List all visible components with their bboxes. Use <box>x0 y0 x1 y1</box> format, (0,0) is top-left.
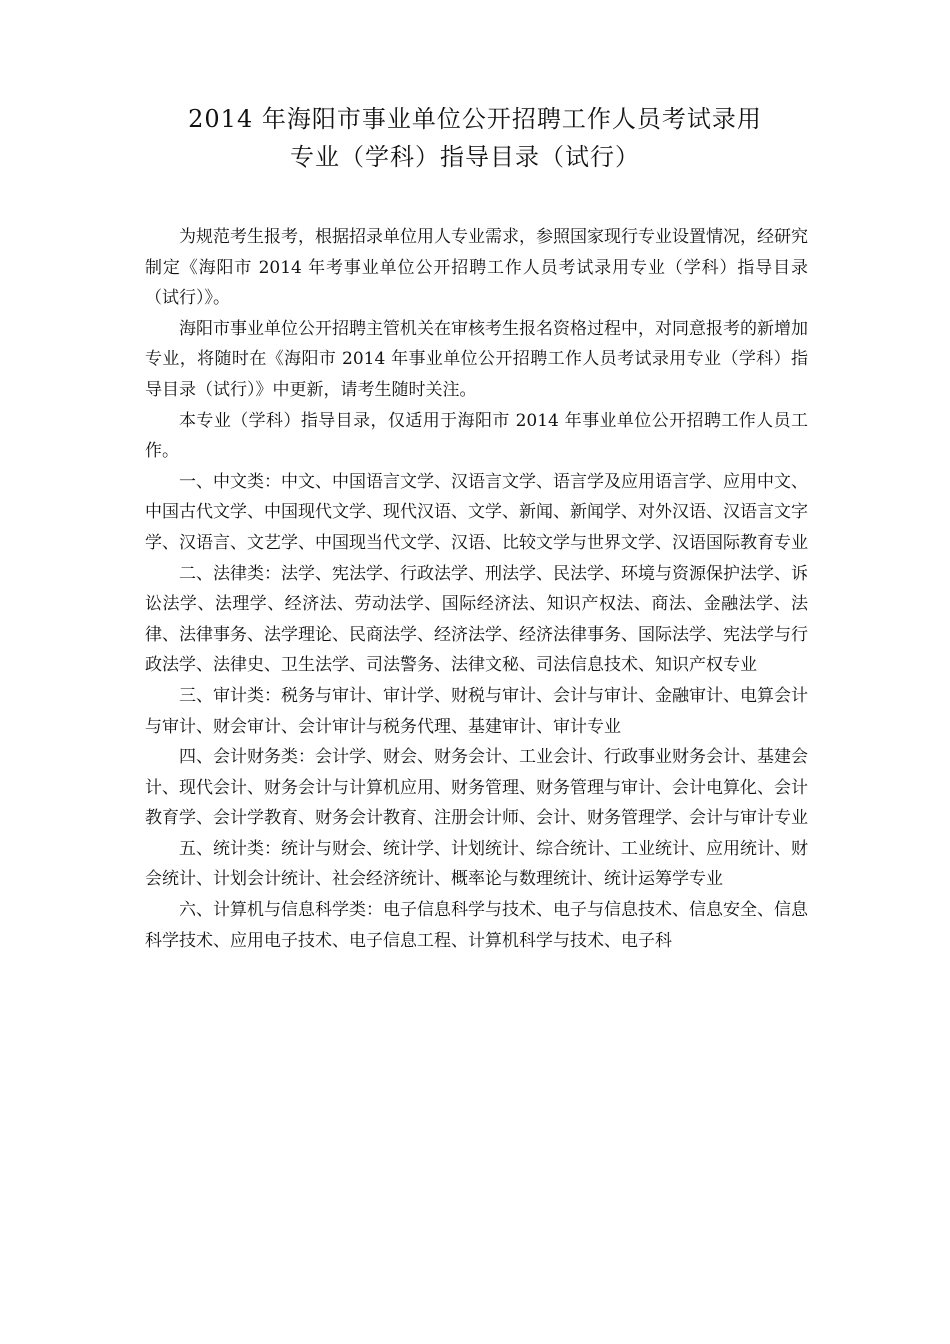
paragraph-law-category: 二、法律类：法学、宪法学、行政法学、刑法学、民法学、环境与资源保护法学、诉讼法学、法理学、经济法、劳动法学、国际经济法、知识产权法、商法、金融法学、法律、法律事务、法学理论、民商法学、经济法学、经济法律事务、国际法学、宪法学与行政法学、法律史、卫生法学、司法警务、法律文秘、司法信息技术、知识产权专业 <box>145 563 808 676</box>
paragraph-intro: 为规范考生报考，根据招录单位用人专业需求，参照国家现行专业设置情况，经研究制定《海阳市 2014 年考事业单位公开招聘工作人员考试录用专业（学科）指导目录（试行）》。 <box>145 227 808 309</box>
paragraph-statistics-category: 五、统计类：统计与财会、统计学、计划统计、综合统计、工业统计、应用统计、财会统计、计划会计统计、社会经济统计、概率论与数理统计、统计运筹学专业 <box>145 838 808 890</box>
paragraph-audit-category: 三、审计类：税务与审计、审计学、财税与审计、会计与审计、金融审计、电算会计与审计、财会审计、会计审计与税务代理、基建审计、审计专业 <box>145 685 808 737</box>
title-line-1: 2014 年海阳市事业单位公开招聘工作人员考试录用 <box>188 105 762 133</box>
paragraph-computer-category: 六、计算机与信息科学类：电子信息科学与技术、电子与信息技术、信息安全、信息科学技术、应用电子技术、电子信息工程、计算机科学与技术、电子科 <box>145 900 808 951</box>
paragraph-scope: 本专业（学科）指导目录，仅适用于海阳市 2014 年事业单位公开招聘工作人员工作。 <box>145 410 808 462</box>
document-body <box>145 222 808 956</box>
title-line-2: 专业（学科）指导目录（试行） <box>290 143 640 171</box>
document-title <box>0 100 950 176</box>
paragraph-accounting-category: 四、会计财务类：会计学、财会、财务会计、工业会计、行政事业财务会计、基建会计、现代会计、财务会计与计算机应用、财务管理、财务管理与审计、会计电算化、会计教育学、会计学教育、财务会计教育、注册会计师、会计、财务管理学、会计与审计专业 <box>145 747 808 829</box>
paragraph-update-notice: 海阳市事业单位公开招聘主管机关在审核考生报名资格过程中，对同意报考的新增加专业，将随时在《海阳市 2014 年事业单位公开招聘工作人员考试录用专业（学科）指导目录（试行）》中更新，请考生随时关注。 <box>145 318 808 400</box>
paragraph-chinese-category: 一、中文类：中文、中国语言文学、汉语言文学、语言学及应用语言学、应用中文、中国古代文学、中国现代文学、现代汉语、文学、新闻、新闻学、对外汉语、汉语言文字学、汉语言、文艺学、中国现当代文学、汉语、比较文学与世界文学、汉语国际教育专业 <box>145 471 808 553</box>
